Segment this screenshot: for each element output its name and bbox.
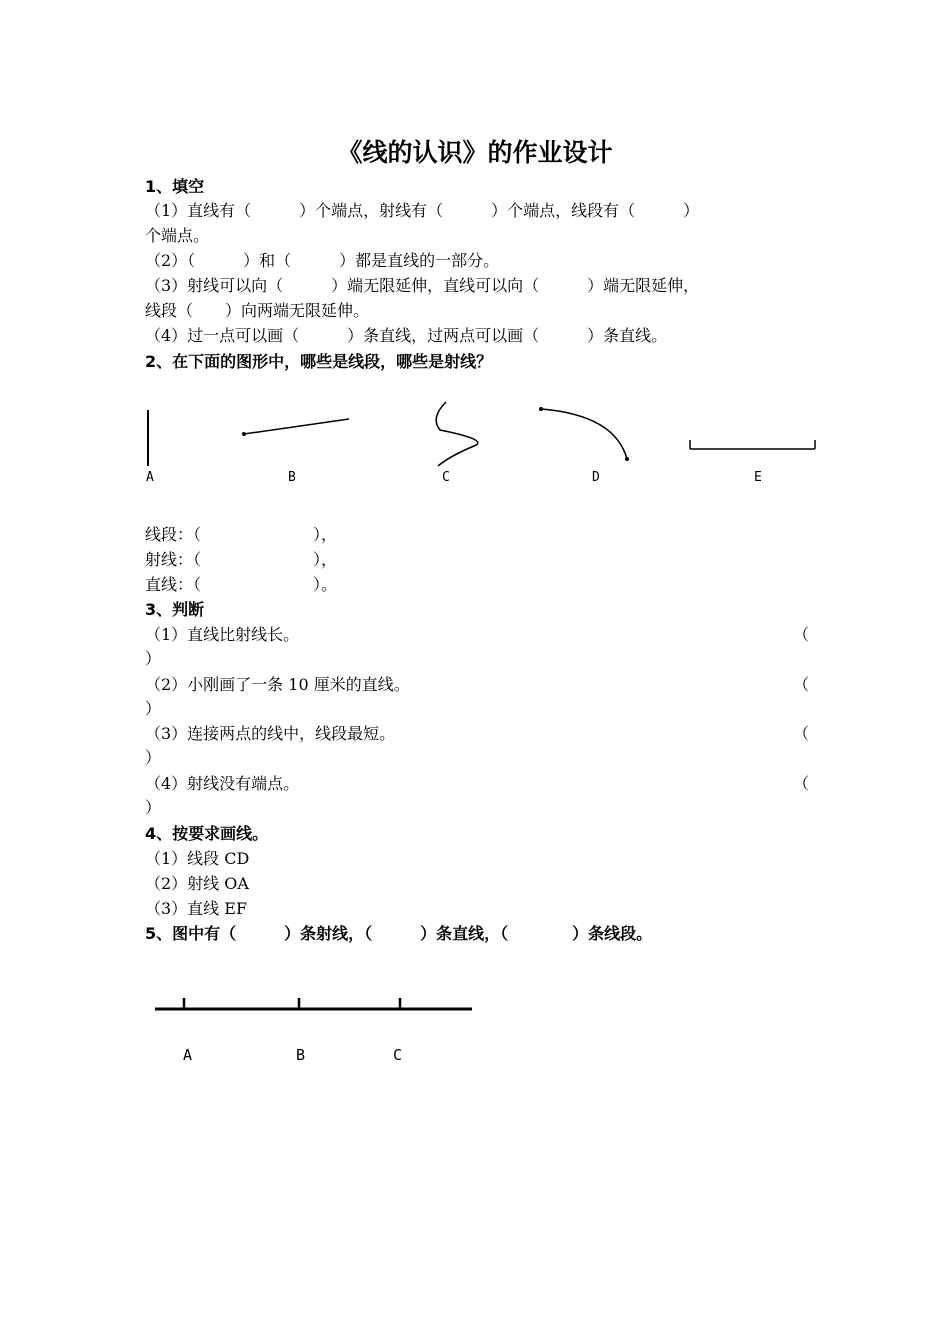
figure-label-c: C	[442, 470, 450, 485]
q3-item-2: （2）小刚画了一条 10 厘米的直线。	[145, 675, 410, 694]
figure-c-curve	[436, 402, 478, 466]
q3-item-4: （4）射线没有端点。	[145, 774, 300, 793]
q3-close-paren-1: ）	[145, 649, 162, 668]
figure-label-d: D	[592, 470, 600, 485]
q5-heading: 5、图中有（ ）条射线，（ ）条直线，（ ）条线段。	[145, 924, 653, 943]
figure-label-a: A	[146, 470, 154, 485]
q3-heading: 3、判断	[145, 600, 205, 619]
figure-label-e: E	[754, 470, 762, 485]
q5-point-label-c: C	[393, 1046, 403, 1064]
q4-heading: 4、按要求画线。	[145, 824, 269, 843]
q1-line-1b: 个端点。	[145, 226, 210, 245]
q1-line-3: （3）射线可以向（ ）端无限延伸，直线可以向（ ）端无限延伸，	[145, 276, 700, 295]
q2-answer-segment: 线段：（ ），	[145, 525, 338, 544]
figure-b-ray	[244, 419, 349, 434]
figure-d-endpoint-2	[625, 457, 629, 461]
q1-line-4: （4）过一点可以画（ ）条直线，过两点可以画（ ）条直线。	[145, 326, 668, 345]
q5-point-label-a: A	[183, 1046, 193, 1064]
figure-b-endpoint	[242, 432, 246, 436]
q2-heading: 2、在下面的图形中，哪些是线段，哪些是射线？	[145, 352, 493, 371]
q1-line-1: （1）直线有（ ）个端点，射线有（ ）个端点，线段有（ ）	[145, 201, 700, 220]
q2-answer-line: 直线：（ ）。	[145, 575, 338, 594]
q3-open-paren-2: （	[793, 675, 810, 694]
q2-answer-ray: 射线：（ ），	[145, 550, 338, 569]
q4-item-2: （2）射线 OA	[145, 874, 249, 893]
q3-item-3: （3）连接两点的线中，线段最短。	[145, 724, 396, 743]
q5-point-label-b: B	[296, 1046, 306, 1064]
page-title: 《线的认识》的作业设计	[337, 138, 613, 167]
q3-close-paren-2: ）	[145, 699, 162, 718]
q1-line-2: （2）（ ）和（ ）都是直线的一部分。	[145, 251, 500, 270]
figure-label-b: B	[288, 470, 296, 485]
q3-close-paren-4: ）	[145, 798, 162, 817]
q1-heading: 1、填空	[145, 177, 205, 196]
figure-d-endpoint-1	[539, 407, 543, 411]
q4-item-1: （1）线段 CD	[145, 849, 250, 868]
q3-close-paren-3: ）	[145, 748, 162, 767]
q1-line-3b: 线段（ ）向两端无限延伸。	[145, 301, 370, 320]
q4-item-3: （3）直线 EF	[145, 899, 248, 918]
figure-d-arc	[541, 409, 627, 459]
q3-open-paren-4: （	[793, 774, 810, 793]
q3-open-paren-1: （	[793, 625, 810, 644]
q3-open-paren-3: （	[793, 724, 810, 743]
q3-item-1: （1）直线比射线长。	[145, 625, 300, 644]
